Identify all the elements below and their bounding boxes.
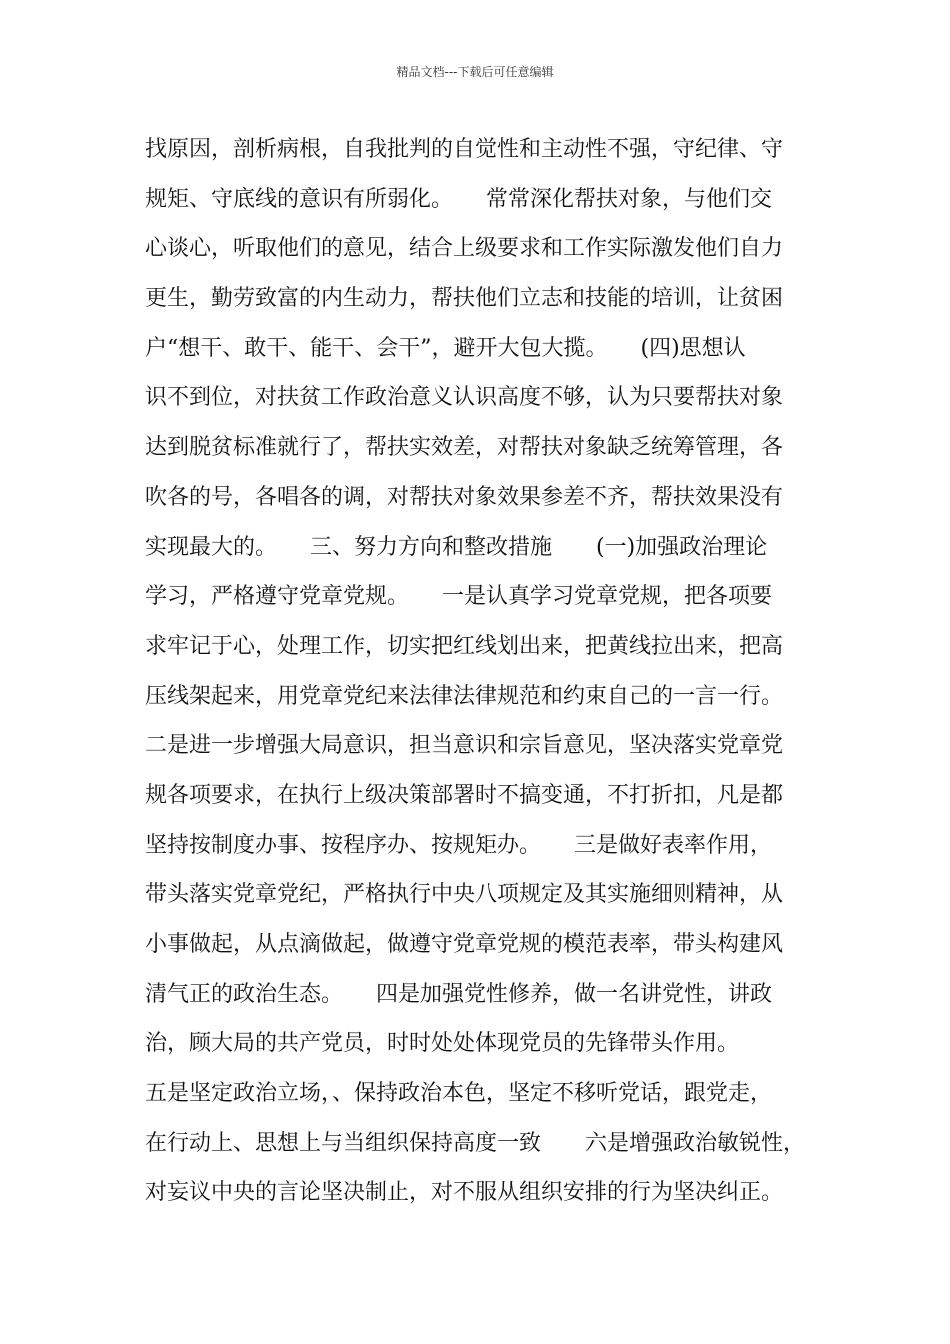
text-line: 规各项要求，在执行上级决策部署时不搞变通，不打折扣，凡是都: [145, 782, 784, 808]
text-line: 达到脱贫标准就行了，帮扶实效差，对帮扶对象缺乏统筹管理，各: [145, 435, 784, 461]
text-line: 带头落实党章党纪，严格执行中央八项规定及其实施细则精神，从: [145, 882, 784, 908]
text-line: 心谈心，听取他们的意见，结合上级要求和工作实际激发他们自力: [145, 236, 784, 262]
text-line: 小事做起，从点滴做起，做遵守党章党规的模范表率，带头构建风: [145, 932, 784, 957]
document-body: [145, 130, 825, 1223]
text-line: 在行动上、思想上与当组织保持高度一致 六是增强政治敏锐性，: [145, 1130, 806, 1156]
text-line: 求牢记于心，处理工作，切实把红线划出来，把黄线拉出来，把高: [145, 633, 784, 659]
text-line: 实现最大的。 三、努力方向和整改措施 (一)加强政治理论: [145, 534, 768, 560]
text-line: 户“想干、敢干、能干、会干”，避开大包大揽。 (四)思想认: [145, 335, 746, 361]
text-line: 找原因，剖析病根，自我批判的自觉性和主动性不强，守纪律、守: [145, 137, 784, 162]
text-line: 学习，严格遵守党章党规。 一是认真学习党章党规，把各项要: [145, 584, 773, 610]
text-line: 五是坚定政治立场，、保持政治本色，坚定不移听党话，跟党走，: [145, 1081, 773, 1107]
text-line: 坚持按制度办事、按程序办、按规矩办。 三是做好表率作用，: [145, 832, 773, 858]
text-line: 治，顾大局的共产党员，时时处处体现党员的先锋带头作用。: [145, 1031, 740, 1057]
text-line: 更生，勤劳致富的内生动力，帮扶他们立志和技能的培训，让贫困: [145, 286, 784, 312]
page-header: 精品文档---下载后可任意编辑: [396, 65, 554, 79]
text-line: 二是进一步增强大局意识，担当意识和宗旨意见，坚决落实党章党: [145, 733, 784, 759]
text-line: 吹各的号，各唱各的调，对帮扶对象效果参差不齐，帮扶效果没有: [145, 484, 784, 510]
text-line: 识不到位，对扶贫工作政治意义认识高度不够，认为只要帮扶对象: [145, 385, 784, 411]
text-line: 对妄议中央的言论坚决制止，对不服从组织安排的行为坚决纠正。: [145, 1180, 784, 1206]
text-line: 清气正的政治生态。 四是加强党性修养，做一名讲党性，讲政: [145, 981, 773, 1007]
text-line: 压线架起来，用党章党纪来法律法律规范和约束自己的一言一行。: [145, 683, 784, 709]
text-line: 规矩、守底线的意识有所弱化。 常常深化帮扶对象，与他们交: [145, 186, 773, 212]
